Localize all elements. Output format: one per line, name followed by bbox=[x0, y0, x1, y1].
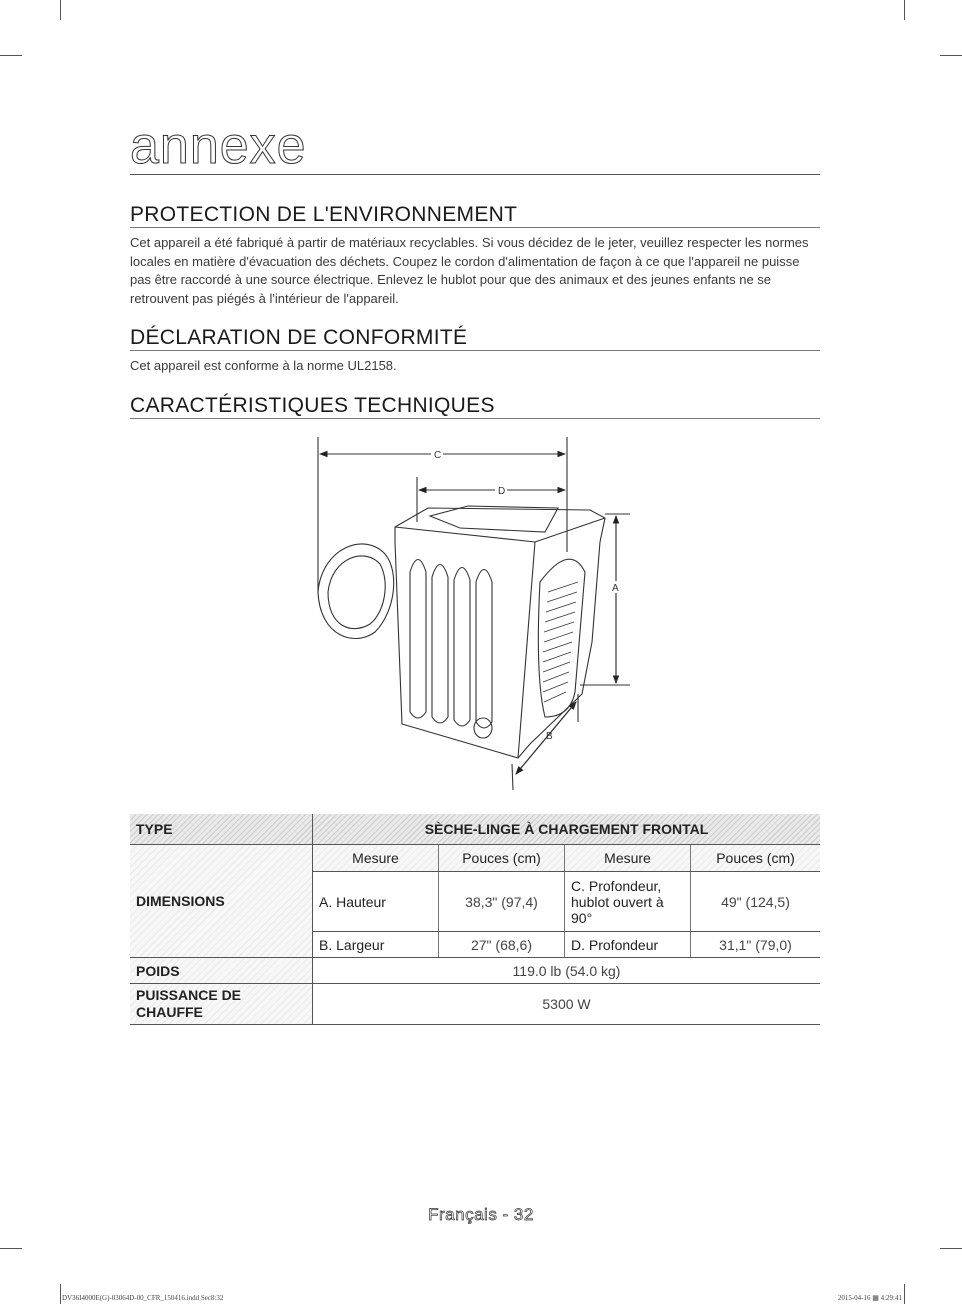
profondeur-ouvert-label: C. Profondeur, hublot ouvert à 90° bbox=[565, 872, 691, 932]
crop-mark bbox=[0, 55, 22, 56]
profondeur-ouvert-value: 49" (124,5) bbox=[691, 872, 821, 932]
hauteur-value: 38,3" (97,4) bbox=[439, 872, 565, 932]
print-slug-date: 2015-04-16 ▦ 4:29:41 bbox=[837, 1294, 902, 1302]
section-heading: CARACTÉRISTIQUES TECHNIQUES bbox=[130, 394, 820, 419]
profondeur-label: D. Profondeur bbox=[565, 932, 691, 958]
type-label: TYPE bbox=[130, 814, 313, 845]
crop-mark bbox=[0, 1248, 22, 1249]
specifications-table bbox=[130, 814, 820, 1025]
dimension-label-b: B bbox=[546, 731, 553, 742]
dimension-label-a: A bbox=[612, 583, 619, 594]
type-value: SÈCHE-LINGE À CHARGEMENT FRONTAL bbox=[313, 814, 821, 845]
poids-value: 119.0 lb (54.0 kg) bbox=[313, 958, 821, 984]
dimension-label-d: D bbox=[498, 486, 506, 497]
largeur-label: B. Largeur bbox=[313, 932, 439, 958]
section-environment bbox=[130, 203, 820, 308]
section-body: Cet appareil est conforme à la norme UL2158. bbox=[130, 358, 397, 373]
dimension-label-c: C bbox=[434, 450, 442, 461]
section-heading: DÉCLARATION DE CONFORMITÉ bbox=[130, 326, 820, 351]
column-header-mesure: Mesure bbox=[313, 845, 439, 872]
profondeur-value: 31,1" (79,0) bbox=[691, 932, 821, 958]
crop-mark bbox=[940, 55, 962, 56]
crop-mark bbox=[940, 1248, 962, 1249]
print-slug-file: DV36I4000E(G)-03064D-00_CFR_150416.indd Sec8:32 bbox=[62, 1294, 224, 1302]
table-header-row bbox=[130, 814, 820, 845]
poids-label: POIDS bbox=[130, 958, 313, 984]
dryer-drawing bbox=[300, 432, 640, 802]
column-header-pouces: Pouces (cm) bbox=[439, 845, 565, 872]
hauteur-label: A. Hauteur bbox=[313, 872, 439, 932]
section-body: Cet appareil a été fabriqué à partir de matériaux recyclables. Si vous décidez de le jeter, veuillez respecter les normes locales en matière d'évacuation des déchets. Coupez le cordon d'alimentation de façon à ce que l'appareil ne puisse pas être raccordé à une source électrique. Enlevez le hublot pour que des animaux et des jeunes enfants ne se retrouvent pas piégés à l'intérieur de l'appareil. bbox=[130, 235, 809, 306]
crop-mark bbox=[60, 1284, 61, 1304]
puissance-label: PUISSANCE DE CHAUFFE bbox=[130, 984, 313, 1025]
section-heading: PROTECTION DE L'ENVIRONNEMENT bbox=[130, 203, 820, 228]
table-row bbox=[130, 958, 820, 984]
chapter-title: annexe bbox=[130, 120, 820, 175]
dryer-dimension-diagram bbox=[300, 432, 640, 802]
crop-mark bbox=[904, 0, 905, 20]
crop-mark bbox=[60, 0, 61, 20]
column-header-pouces: Pouces (cm) bbox=[691, 845, 821, 872]
page-footer: Français - 32 bbox=[428, 1205, 534, 1224]
largeur-value: 27" (68,6) bbox=[439, 932, 565, 958]
section-specifications bbox=[130, 394, 820, 419]
section-conformity bbox=[130, 326, 820, 376]
crop-mark bbox=[904, 1284, 905, 1304]
column-header-mesure: Mesure bbox=[565, 845, 691, 872]
table-subheader-row bbox=[130, 845, 820, 872]
dimensions-label: DIMENSIONS bbox=[130, 845, 313, 958]
puissance-value: 5300 W bbox=[313, 984, 821, 1025]
table-row bbox=[130, 984, 820, 1025]
